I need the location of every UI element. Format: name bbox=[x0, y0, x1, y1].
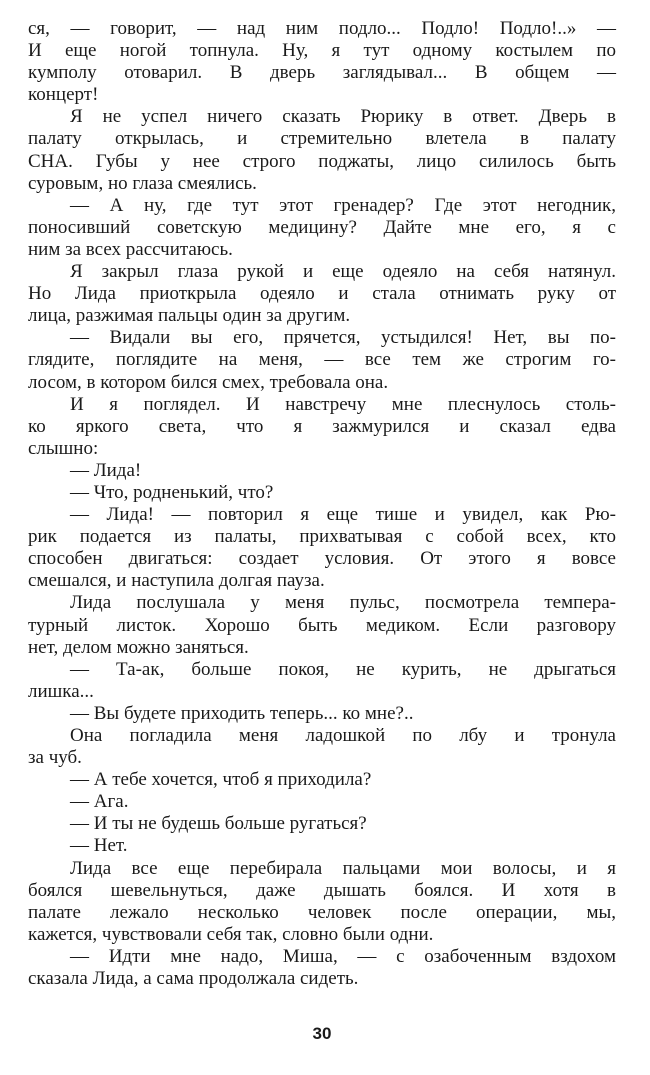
text-line: лишка... bbox=[28, 680, 94, 702]
text-line: боялся шевельнуться, даже дышать боялся. И хотя в bbox=[28, 879, 616, 901]
book-page bbox=[28, 18, 616, 1058]
text-line: за чуб. bbox=[28, 747, 82, 769]
text-line: концерт! bbox=[28, 84, 99, 106]
text-line: — А тебе хочется, чтоб я приходила? bbox=[70, 769, 372, 791]
text-line: Лида послушала у меня пульс, посмотрела темпера- bbox=[70, 592, 616, 614]
text-line: — И ты не будешь больше ругаться? bbox=[70, 813, 367, 835]
text-line: СНА. Губы у нее строго поджаты, лицо силилось быть bbox=[28, 150, 616, 172]
text-line: лосом, в котором бился смех, требовала она. bbox=[28, 371, 389, 393]
text-line: кажется, чувствовали себя так, словно были одни. bbox=[28, 923, 434, 945]
text-line: поносивший советскую медицину? Дайте мне его, я с bbox=[28, 216, 616, 238]
text-line: Я закрыл глаза рукой и еще одеяло на себя натянул. bbox=[70, 261, 616, 283]
text-line: Я не успел ничего сказать Рюрику в ответ. Дверь в bbox=[70, 106, 616, 128]
page-text-body bbox=[28, 18, 616, 990]
text-line: турный листок. Хорошо быть медиком. Если разговору bbox=[28, 614, 616, 636]
text-line: Она погладила меня ладошкой по лбу и тронула bbox=[70, 725, 616, 746]
text-line: суровым, но глаза смеялись. bbox=[28, 172, 257, 194]
text-line: И я поглядел. И навстречу мне плеснулось столь- bbox=[70, 393, 616, 415]
text-line: нет, делом можно заняться. bbox=[28, 636, 249, 658]
page-number: 30 bbox=[312, 1024, 332, 1043]
text-line: кумполу отоварил. В дверь заглядывал... В общем — bbox=[28, 62, 616, 84]
text-line: — Та-ак, больше покоя, не курить, не дрыгаться bbox=[70, 658, 616, 680]
text-line: — Лида! — повторил я еще тише и увидел, как Рю- bbox=[70, 504, 616, 526]
text-line: сказала Лида, а сама продолжала сидеть. bbox=[28, 968, 359, 990]
text-line: палате лежало несколько человек после операции, мы, bbox=[28, 901, 616, 923]
text-line: Но Лида приоткрыла одеяло и стала отнимать руку от bbox=[28, 283, 616, 305]
text-line: И еще ногой топнула. Ну, я тут одному костылем по bbox=[28, 40, 616, 62]
text-line: — Ага. bbox=[70, 791, 129, 813]
text-line: рик подается из палаты, прихватывая с собой всех, кто bbox=[28, 526, 616, 548]
text-line: — Вы будете приходить теперь... ко мне?.. bbox=[70, 702, 414, 724]
text-line: — Нет. bbox=[70, 835, 128, 857]
text-line: Лида все еще перебирала пальцами мои волосы, и я bbox=[70, 857, 616, 879]
text-line: ся, — говорит, — над ним подло... Подло! Подло!..» — bbox=[28, 18, 616, 39]
text-line: — А ну, где тут этот гренадер? Где этот негодник, bbox=[70, 194, 616, 216]
text-line: палату открылась, и стремительно влетела в палату bbox=[28, 128, 616, 150]
text-line: — Видали вы его, прячется, устыдился! Нет, вы по- bbox=[70, 327, 616, 349]
text-line: — Что, родненький, что? bbox=[70, 481, 274, 503]
text-line: ним за всех рассчитаюсь. bbox=[28, 238, 233, 260]
text-line: лица, разжимая пальцы один за другим. bbox=[28, 305, 351, 327]
text-line: слышно: bbox=[28, 437, 99, 459]
text-line: ко яркого света, что я зажмурился и сказал едва bbox=[28, 415, 616, 437]
text-line: — Идти мне надо, Миша, — с озабоченным вздохом bbox=[70, 945, 616, 967]
text-line: смешался, и наступила долгая пауза. bbox=[28, 570, 325, 592]
text-line: способен двигаться: создает условия. От этого я вовсе bbox=[28, 548, 616, 570]
text-line: глядите, поглядите на меня, — все тем же строгим го- bbox=[28, 349, 616, 371]
text-line: — Лида! bbox=[70, 459, 142, 481]
